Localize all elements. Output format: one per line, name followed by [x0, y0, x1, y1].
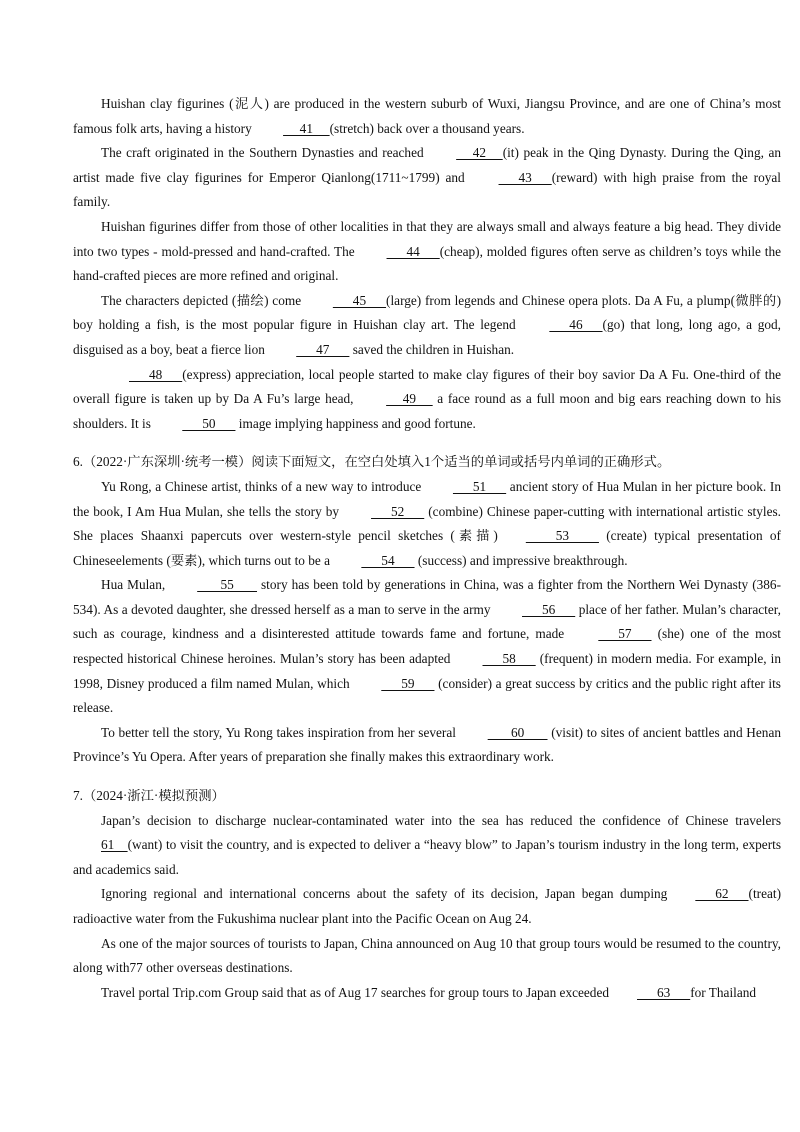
blank-43[interactable]: 43 — [498, 169, 552, 185]
text: To better tell the story, Yu Rong takes inspiration from her several — [101, 724, 460, 740]
text: (cheap), molded figures often serve as children’s toys while the hand-crafted pieces are more refined and original. — [73, 243, 781, 284]
blank-45[interactable]: 45 — [332, 292, 387, 308]
blank-57[interactable]: 57 — [598, 626, 652, 642]
blank-54[interactable]: 54 — [361, 552, 415, 568]
p5-paragraph-4 — [73, 289, 781, 363]
text: (reward) with high praise from the royal family. — [73, 169, 781, 210]
p6-paragraph-3 — [73, 721, 781, 770]
blank-59[interactable]: 59 — [381, 675, 435, 691]
text: (create) typical presentation of Chineseelements (要素), which turns out to be a — [73, 528, 781, 568]
p6-paragraph-1 — [73, 475, 781, 573]
text: Ignoring regional and international concerns about the safety of its decision, Japan began dumping — [101, 886, 668, 902]
text: (want) to visit the country, and is expected to deliver a “heavy blow” to Japan’s tourism industry in the long term, experts and academics said. — [73, 837, 781, 877]
text: saved the children in Huishan. — [349, 341, 515, 357]
p7-paragraph-4 — [73, 981, 781, 1006]
p5-paragraph-1 — [73, 92, 781, 141]
text: image implying happiness and good fortune. — [235, 415, 476, 431]
text: Japan’s decision to discharge nuclear-contaminated water into the sea has reduced the confidence of Chinese travelers — [101, 812, 781, 828]
text: (express) appreciation, local people started to make clay figures of their boy savior Da A Fu. One-third of the overall figure is taken up by Da A Fu’s large head, — [73, 366, 781, 407]
p5-paragraph-3 — [73, 215, 781, 289]
text: (treat) radioactive water from the Fukushima nuclear plant into the Pacific Ocean on Aug 24. — [73, 886, 781, 926]
text: (visit) to sites of ancient battles and Henan Province’s Yu Opera. After years of preparation she finally makes this extraordinary work. — [73, 724, 782, 765]
blank-55[interactable]: 55 — [197, 577, 258, 593]
blank-44[interactable]: 44 — [386, 243, 440, 259]
text: Hua Mulan, — [101, 577, 170, 593]
blank-46[interactable]: 46 — [549, 317, 603, 333]
blank-42[interactable]: 42 — [456, 145, 503, 161]
blank-41[interactable]: 41 — [283, 120, 330, 136]
blank-52[interactable]: 52 — [371, 503, 425, 519]
text: ancient story of Hua Mulan in her picture book. In the book, I Am Hua Mulan, she tells the story by — [73, 478, 781, 519]
text: (consider) a great success by critics and the public right after its release. — [73, 675, 781, 716]
text: (success) and impressive breakthrough. — [414, 552, 628, 568]
text: (stretch) back over a thousand years. — [329, 120, 525, 136]
blank-63[interactable]: 63 — [637, 984, 691, 1000]
blank-51[interactable]: 51 — [452, 478, 507, 494]
p6-paragraph-2 — [73, 573, 781, 721]
blank-60[interactable]: 60 — [487, 724, 548, 740]
blank-53[interactable]: 53 — [525, 528, 599, 544]
text: The craft originated in the Southern Dynasties and reached — [101, 145, 429, 161]
text: (go) that long, long ago, a god, disguised as a boy, beat a fierce lion — [73, 317, 782, 357]
blank-61[interactable]: 61 — [101, 837, 128, 853]
question-6-heading: 6.（2022·广东深圳·统考一模）阅读下面短文，在空白处填入1个适当的单词或括号内单词的正确形式。 — [73, 454, 671, 470]
p5-paragraph-2 — [73, 141, 781, 215]
text: a face round as a full moon and big ears reaching down to his shoulders. It is — [73, 391, 781, 431]
p5-paragraph-5 — [73, 363, 781, 437]
question-7-heading: 7.（2024·浙江·模拟预测） — [73, 788, 225, 804]
blank-58[interactable]: 58 — [482, 651, 536, 667]
text: place of her father. Mulan’s character, such as courage, kindness and a disinterested attitude towards fame and fortune, made — [73, 601, 781, 642]
document-page — [73, 92, 781, 1005]
text: Yu Rong, a Chinese artist, thinks of a new way to introduce — [101, 478, 425, 494]
blank-49[interactable]: 49 — [386, 391, 433, 407]
p7-paragraph-3: As one of the major sources of tourists to Japan, China announced on Aug 10 that group tours would be resumed to the country, along with77 other overseas destinations. — [73, 935, 781, 976]
blank-50[interactable]: 50 — [182, 415, 236, 431]
blank-48[interactable]: 48 — [129, 366, 183, 382]
p7-paragraph-2 — [73, 882, 781, 931]
blank-47[interactable]: 47 — [296, 341, 350, 357]
p7-paragraph-1 — [73, 809, 781, 883]
text: (frequent) in modern media. For example, in 1998, Disney produced a film named Mulan, which — [73, 651, 781, 691]
blank-56[interactable]: 56 — [522, 601, 576, 617]
text: (combine) Chinese paper-cutting with international artistic styles. She places Shaanxi papercuts over western-style pencil sketches (素描) — [73, 503, 781, 544]
text: Huishan clay figurines (泥人) are produced in the western suburb of Wuxi, Jiangsu Province, and are one of China’s most famous folk arts, having a history — [73, 96, 781, 136]
text: (it) peak in the Qing Dynasty. During the Qing, an artist made five clay figurines for Emperor Qianlong(1711~1799) and — [73, 145, 781, 185]
text: Travel portal Trip.com Group said that as of Aug 17 searches for group tours to Japan exceeded — [101, 984, 610, 1000]
text: (she) one of the most respected historical Chinese heroines. Mulan’s story has been adapted — [73, 626, 781, 667]
text: story has been told by generations in China, was a fighter from the Northern Wei Dynasty (386-534). As a devoted daughter, she dressed herself as a man to serve in the army — [73, 577, 781, 617]
text: Huishan figurines differ from those of other localities in that they are always small and always feature a big head. They divide into two types - mold-pressed and hand-crafted. The — [73, 218, 781, 259]
text: for Thailand — [690, 984, 757, 1000]
text: The characters depicted (描绘) come — [101, 292, 305, 308]
blank-62[interactable]: 62 — [695, 886, 749, 902]
text: (large) from legends and Chinese opera plots. Da A Fu, a plump(微胖的) boy holding a fish, is the most popular figure in Huishan clay art. The legend — [73, 292, 782, 333]
